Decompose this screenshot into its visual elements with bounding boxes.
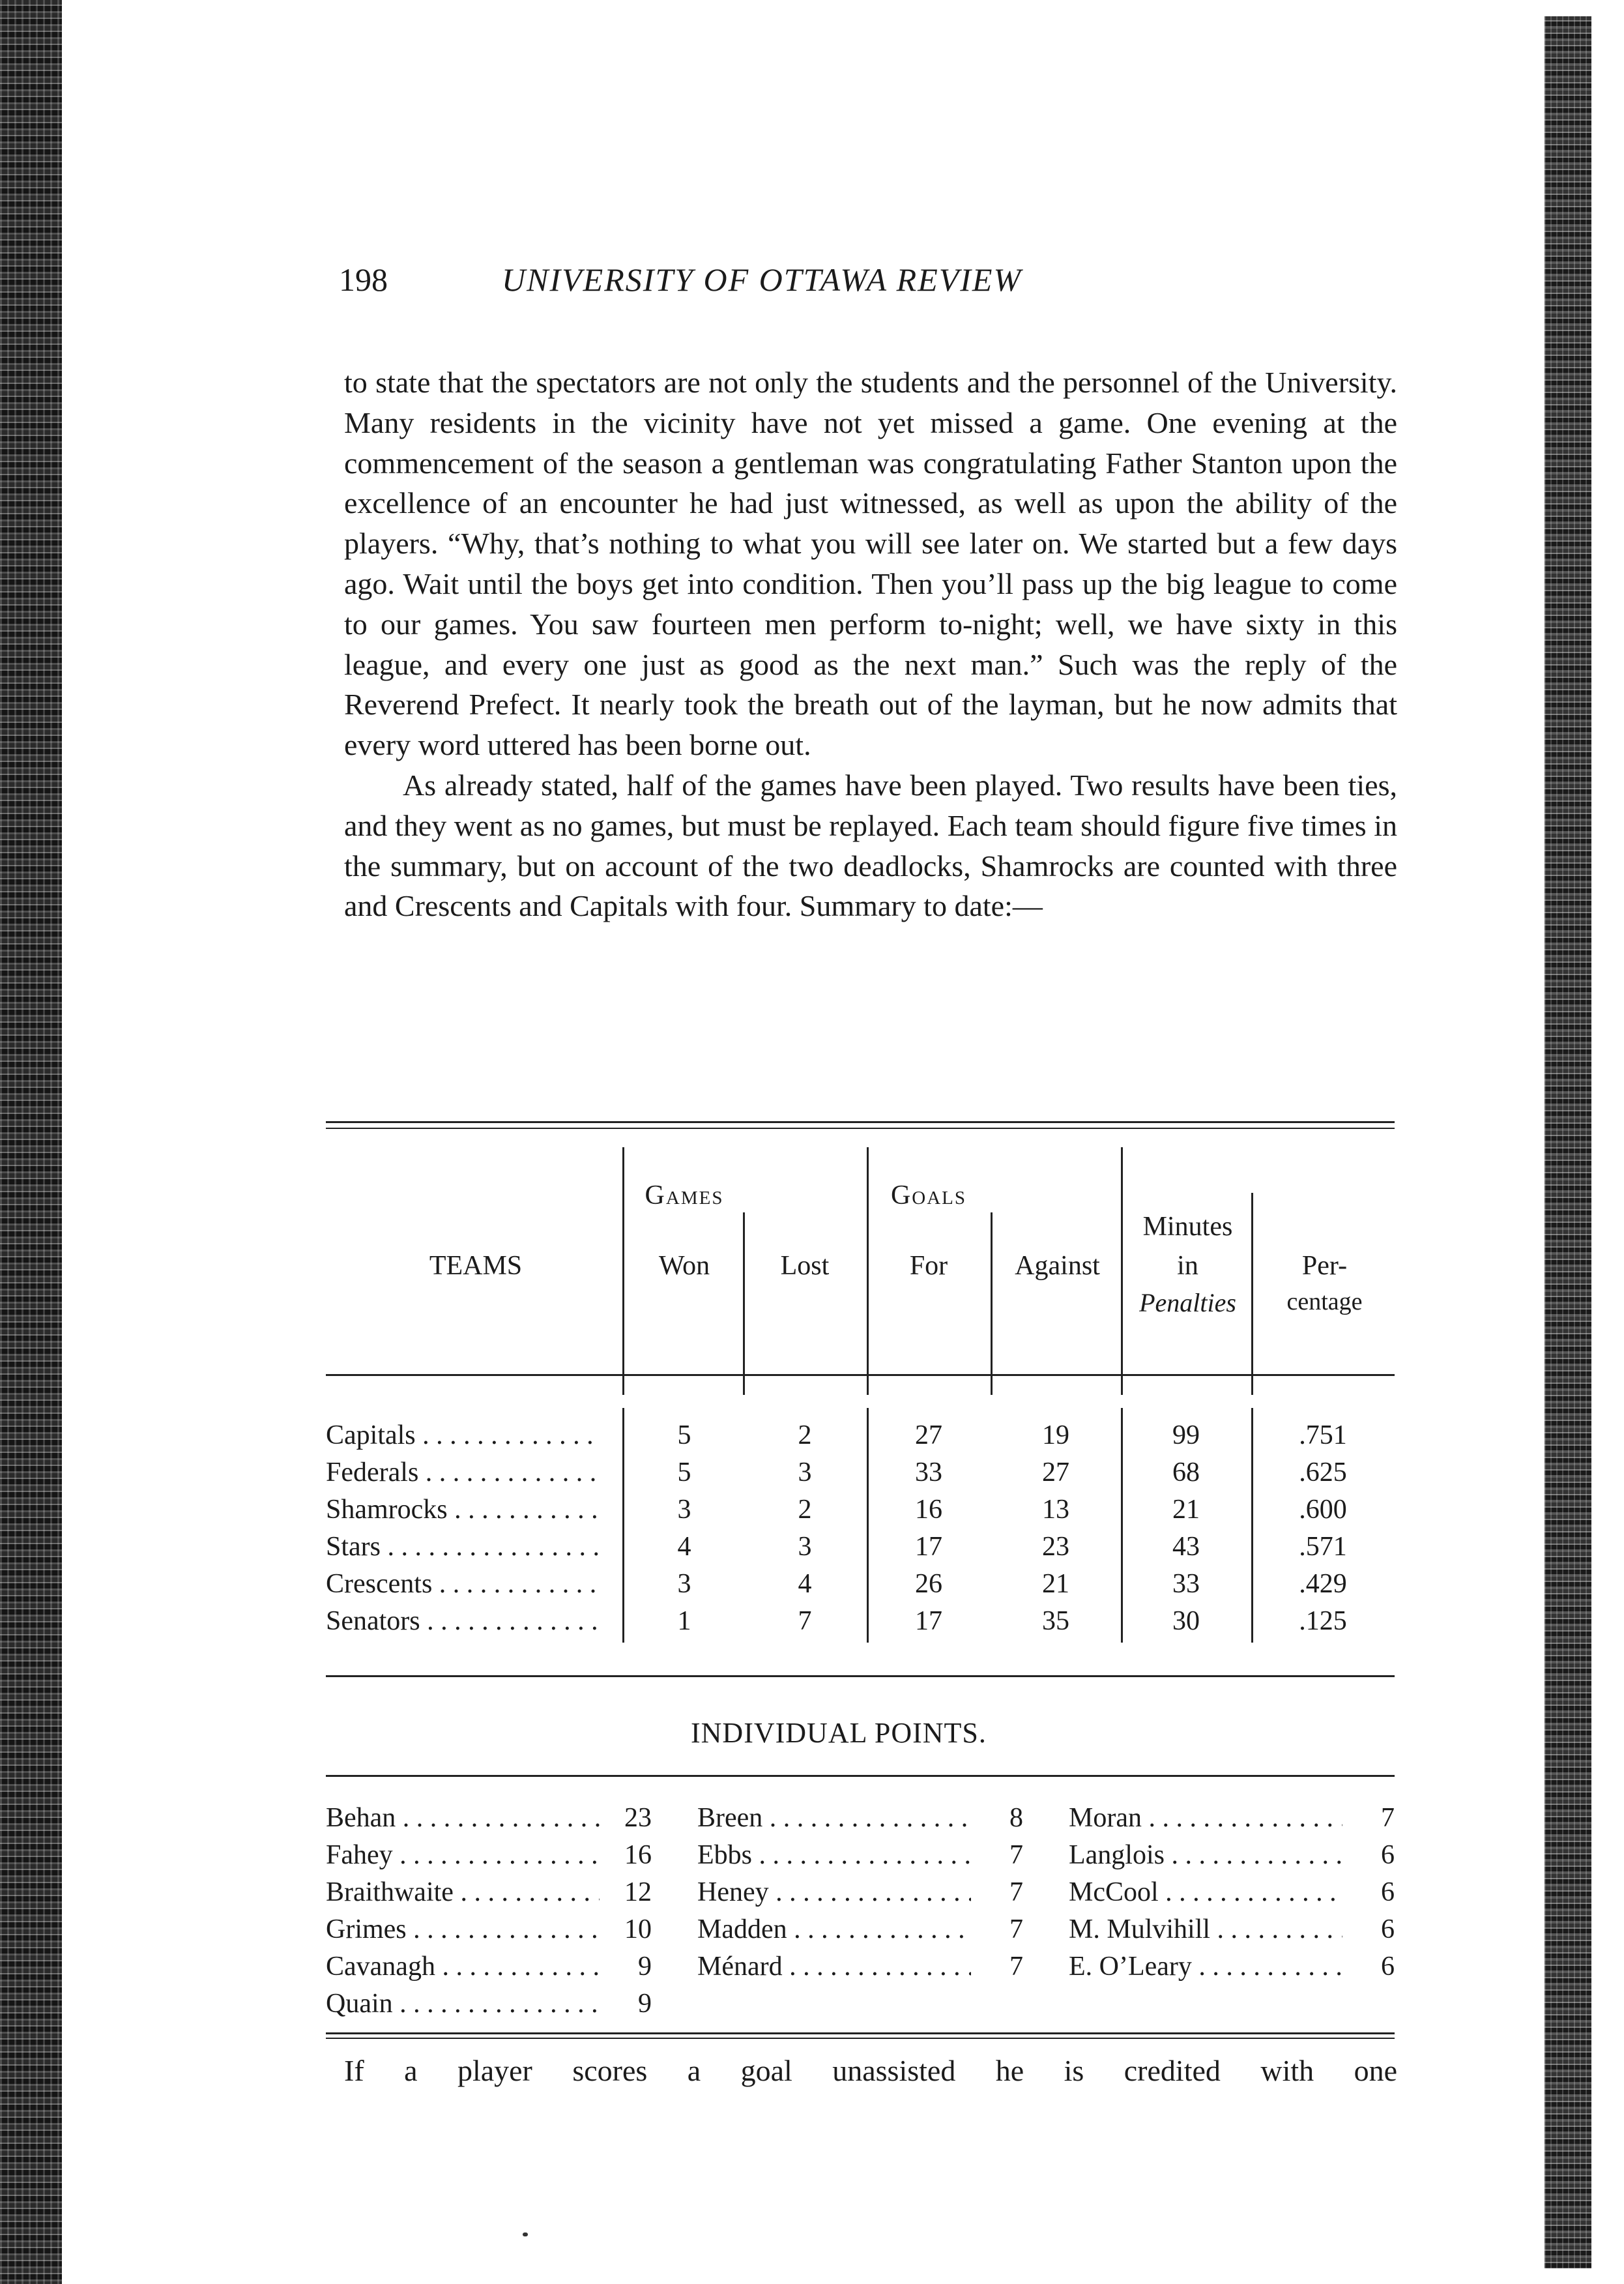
header-for: For [909,1251,948,1281]
cell-against: 23 [1042,1532,1069,1562]
col-divider [867,1408,869,1643]
cell-for: 16 [915,1495,942,1525]
player-points: 12 [624,1877,652,1907]
player-points: 10 [624,1914,652,1944]
list-item [697,1877,1023,1914]
cell-minutes: 30 [1172,1606,1200,1636]
player-points: 23 [624,1803,652,1833]
player-points: 6 [1381,1952,1395,1982]
header-bottom-rule [326,1374,1395,1376]
points-column-3 [1069,1802,1395,1988]
cell-percentage: .600 [1299,1495,1347,1525]
list-item [697,1802,1023,1839]
cell-lost: 2 [798,1420,812,1450]
list-item [1069,1839,1395,1877]
team-name: Stars . . . [326,1531,600,1562]
cell-lost: 7 [798,1606,812,1636]
individual-top-rule [326,1775,1395,1777]
paragraph-1: to state that the spectators are not only the students and the personnel of the University. Many residents in the vicinity have not yet missed a game. One evening at the commencement of the season a gentleman was congratulating Father Stanton upon the excellence of an encounter he had just witnessed, as well as upon the ability of the players. “Why, that’s nothing to what you will see later on. We started but a few days ago. Wait until the boys get into condition. Then you’ll pass up the big league to come to our games. You saw fourteen men perform to-night; well, we have sixty in this league, and every one just as good as the next man.” Such was the reply of the Reverend Prefect. It nearly took the breath out of the layman, but he now admits that every word uttered has been borne out. [344,366,1397,762]
cell-lost: 2 [798,1495,812,1525]
cell-minutes: 43 [1172,1532,1200,1562]
points-column-1 [326,1802,652,2025]
player-points: 9 [638,1989,652,2019]
list-item [326,1988,652,2025]
cell-for: 17 [915,1532,942,1562]
list-item [326,1914,652,1951]
team-name: Federals . . . [326,1457,600,1488]
cell-percentage: .625 [1299,1457,1347,1487]
list-item [1069,1802,1395,1839]
col-divider [1251,1408,1253,1643]
cell-won: 4 [677,1532,691,1562]
team-name: Capitals . . . [326,1420,600,1451]
individual-bottom-rule [326,2032,1395,2034]
player-points: 8 [1009,1803,1023,1833]
player-name: Moran . . . [1069,1802,1342,1834]
header-minutes-2: in [1177,1251,1198,1281]
page-header [339,261,1382,313]
cell-against: 13 [1042,1495,1069,1525]
list-item [1069,1877,1395,1914]
team-name: Senators . . . [326,1605,600,1637]
running-title: UNIVERSITY OF OTTAWA REVIEW [502,261,1022,298]
ink-speck [523,2233,528,2236]
cell-against: 35 [1042,1606,1069,1636]
header-lost: Lost [780,1251,830,1281]
team-name: Shamrocks . . . [326,1494,600,1525]
header-against: Against [1015,1251,1100,1281]
cell-against: 27 [1042,1457,1069,1487]
player-name: Ebbs . . . [697,1839,971,1871]
player-name: McCool . . . [1069,1877,1342,1908]
cell-percentage: .751 [1299,1420,1347,1450]
player-name: Grimes . . . [326,1914,600,1945]
cell-for: 27 [915,1420,942,1450]
header-goals: Goals [890,1180,967,1210]
cell-won: 3 [677,1569,691,1599]
cell-minutes: 99 [1172,1420,1200,1450]
header-percentage-2: centage [1286,1288,1363,1315]
page-number: 198 [339,261,388,298]
list-item [326,1802,652,1839]
header-teams: TEAMS [429,1251,523,1281]
paragraph-2: As already stated, half of the games have been played. Two results have been ties, and they went as no games, but must be replayed. Each team should figure five times in the summary, but on account of the two deadlocks, Shamrocks are counted with three and Crescents and Capitals with four. Summary to date:— [344,768,1397,923]
player-points: 7 [1009,1877,1023,1907]
player-name: Behan . . . [326,1802,600,1834]
cell-minutes: 68 [1172,1457,1200,1487]
cell-won: 1 [677,1606,691,1636]
list-item [326,1839,652,1877]
player-name: M. Mulvihill . . . [1069,1914,1342,1945]
header-percentage-1: Per- [1301,1251,1348,1281]
player-name: Braithwaite . . . [326,1877,600,1908]
list-item [326,1877,652,1914]
player-name: Cavanagh . . . [326,1951,600,1982]
col-divider [1121,1408,1123,1643]
table-bottom-rule [326,1675,1395,1677]
player-points: 7 [1009,1914,1023,1944]
col-divider [622,1408,624,1643]
col-divider [622,1147,624,1395]
cell-lost: 3 [798,1457,812,1487]
cell-minutes: 21 [1172,1495,1200,1525]
cell-lost: 4 [798,1569,812,1599]
col-divider [1121,1147,1123,1395]
cell-for: 26 [915,1569,942,1599]
player-points: 6 [1381,1840,1395,1870]
cell-won: 3 [677,1495,691,1525]
player-name: E. O’Leary . . . [1069,1951,1342,1982]
header-won: Won [658,1251,710,1281]
list-item [1069,1951,1395,1988]
player-points: 7 [1009,1840,1023,1870]
table-top-rule [326,1121,1395,1123]
header-minutes-3: Penalties [1139,1288,1236,1317]
continuation-line: If a player scores a goal unassisted he is credited with one [344,2054,1397,2087]
col-divider [743,1212,745,1395]
header-games: Games [645,1180,724,1210]
table-top-rule-2 [326,1128,1395,1129]
points-column-2 [697,1802,1023,1988]
player-name: Ménard . . . [697,1951,971,1982]
header-minutes-1: Minutes [1142,1212,1233,1242]
player-name: Fahey . . . [326,1839,600,1871]
cell-percentage: .429 [1299,1569,1347,1599]
player-points: 9 [638,1952,652,1982]
individual-points-title: INDIVIDUAL POINTS. [691,1717,987,1749]
cell-lost: 3 [798,1532,812,1562]
player-name: Breen . . . [697,1802,971,1834]
cell-won: 5 [677,1420,691,1450]
cell-for: 17 [915,1606,942,1636]
list-item [697,1839,1023,1877]
cell-won: 5 [677,1457,691,1487]
scanned-page-edge-left [0,0,62,2284]
list-item [697,1951,1023,1988]
list-item [697,1914,1023,1951]
body-text [344,362,1397,926]
col-divider [991,1212,993,1395]
individual-bottom-rule-2 [326,2038,1395,2039]
cell-against: 21 [1042,1569,1069,1599]
player-points: 16 [624,1840,652,1870]
player-name: Langlois . . . [1069,1839,1342,1871]
col-divider [1251,1193,1253,1395]
col-divider [867,1147,869,1395]
player-points: 6 [1381,1914,1395,1944]
scanned-page-edge-right [1544,16,1591,2268]
team-name: Crescents . . . [326,1568,600,1600]
cell-against: 19 [1042,1420,1069,1450]
player-name: Quain . . . [326,1988,600,2019]
player-points: 7 [1381,1803,1395,1833]
player-name: Heney . . . [697,1877,971,1908]
cell-for: 33 [915,1457,942,1487]
player-points: 7 [1009,1952,1023,1982]
cell-percentage: .571 [1299,1532,1347,1562]
player-points: 6 [1381,1877,1395,1907]
cell-percentage: .125 [1299,1606,1347,1636]
player-name: Madden . . . [697,1914,971,1945]
cell-minutes: 33 [1172,1569,1200,1599]
list-item [1069,1914,1395,1951]
list-item [326,1951,652,1988]
